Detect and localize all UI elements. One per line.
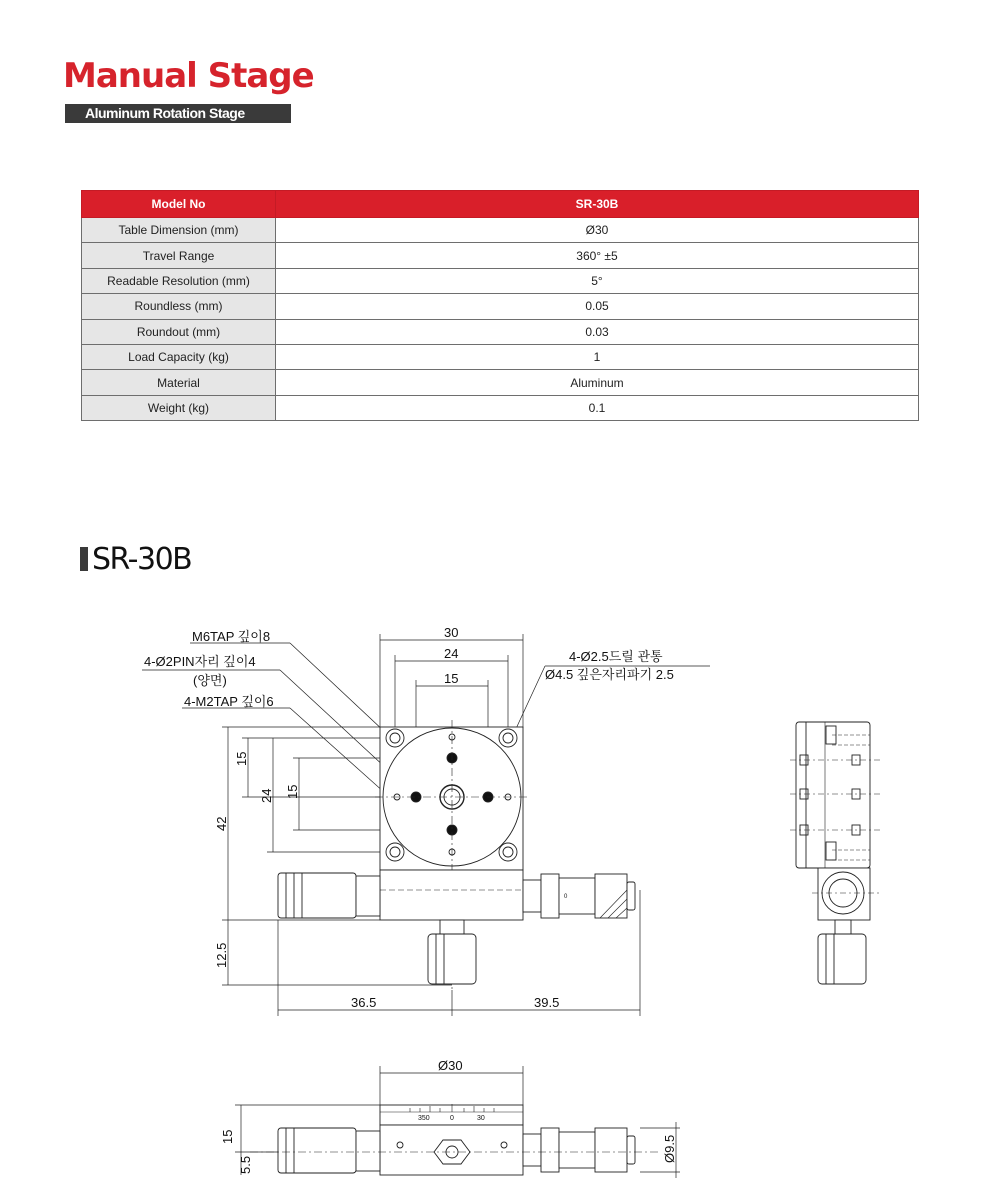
dim-24: 24 bbox=[444, 646, 459, 661]
row-label: Weight (kg) bbox=[82, 395, 276, 420]
row-value: 360° ±5 bbox=[276, 243, 919, 268]
row-label: Load Capacity (kg) bbox=[82, 344, 276, 369]
dim-30: 30 bbox=[444, 625, 459, 640]
page-title: Manual Stage bbox=[63, 56, 314, 96]
note-m2tap: 4-M2TAP 깊이6 bbox=[184, 694, 274, 709]
stage-front-view bbox=[235, 1066, 680, 1178]
page-subtitle: Aluminum Rotation Stage bbox=[65, 104, 291, 123]
dim-36-5: 36.5 bbox=[351, 995, 377, 1010]
row-value: 0.05 bbox=[276, 294, 919, 319]
dim-v24: 24 bbox=[259, 788, 274, 803]
row-label: Readable Resolution (mm) bbox=[82, 268, 276, 293]
table-row bbox=[82, 395, 919, 420]
table-row bbox=[82, 294, 919, 319]
dim-v15b: 15 bbox=[285, 784, 300, 799]
scale-30: 30 bbox=[477, 1115, 485, 1122]
row-label: Material bbox=[82, 370, 276, 395]
row-value: 5° bbox=[276, 268, 919, 293]
dim-v15: 15 bbox=[234, 751, 249, 766]
section-marker bbox=[80, 547, 88, 571]
note-both-sides: (양면) bbox=[193, 673, 227, 688]
note-drill: 4-Ø2.5드릴 관통 bbox=[569, 649, 663, 664]
row-value: Ø30 bbox=[276, 218, 919, 243]
dim-v12-5: 12.5 bbox=[214, 942, 229, 968]
note-counterbore: Ø4.5 깊은자리파기 2.5 bbox=[545, 667, 674, 682]
dim-s15: 15 bbox=[220, 1129, 235, 1144]
table-row bbox=[82, 319, 919, 344]
dim-15: 15 bbox=[444, 671, 459, 686]
table-row bbox=[82, 370, 919, 395]
table-row bbox=[82, 344, 919, 369]
dim-dia30: Ø30 bbox=[438, 1058, 463, 1073]
note-m6tap: M6TAP 깊이8 bbox=[192, 629, 271, 644]
scale-0: 0 bbox=[450, 1115, 454, 1122]
spec-table bbox=[81, 190, 919, 421]
row-value: 0.1 bbox=[276, 395, 919, 420]
note-pin: 4-Ø2PIN자리 깊이4 bbox=[144, 654, 256, 669]
stage-side-view bbox=[790, 722, 880, 984]
row-value: 0.03 bbox=[276, 319, 919, 344]
stage-top-view bbox=[278, 720, 635, 990]
spec-table-header bbox=[82, 191, 919, 218]
scale-350: 350 bbox=[418, 1115, 430, 1122]
row-value: 1 bbox=[276, 344, 919, 369]
spec-header-value: SR-30B bbox=[276, 191, 919, 218]
row-label: Roundout (mm) bbox=[82, 319, 276, 344]
dim-v42: 42 bbox=[214, 816, 229, 831]
table-row bbox=[82, 218, 919, 243]
row-label: Travel Range bbox=[82, 243, 276, 268]
dim-dia9-5: Ø9.5 bbox=[662, 1134, 677, 1163]
section-title: SR-30B bbox=[92, 542, 192, 577]
table-row bbox=[82, 268, 919, 293]
row-value: Aluminum bbox=[276, 370, 919, 395]
technical-drawing bbox=[0, 600, 1000, 1197]
row-label: Table Dimension (mm) bbox=[82, 218, 276, 243]
spec-header-label: Model No bbox=[82, 191, 276, 218]
row-label: Roundless (mm) bbox=[82, 294, 276, 319]
dim-39-5: 39.5 bbox=[534, 995, 560, 1010]
dim-s5-5: 5.5 bbox=[238, 1155, 253, 1174]
table-row bbox=[82, 243, 919, 268]
micrometer-zero: 0 bbox=[564, 894, 568, 900]
